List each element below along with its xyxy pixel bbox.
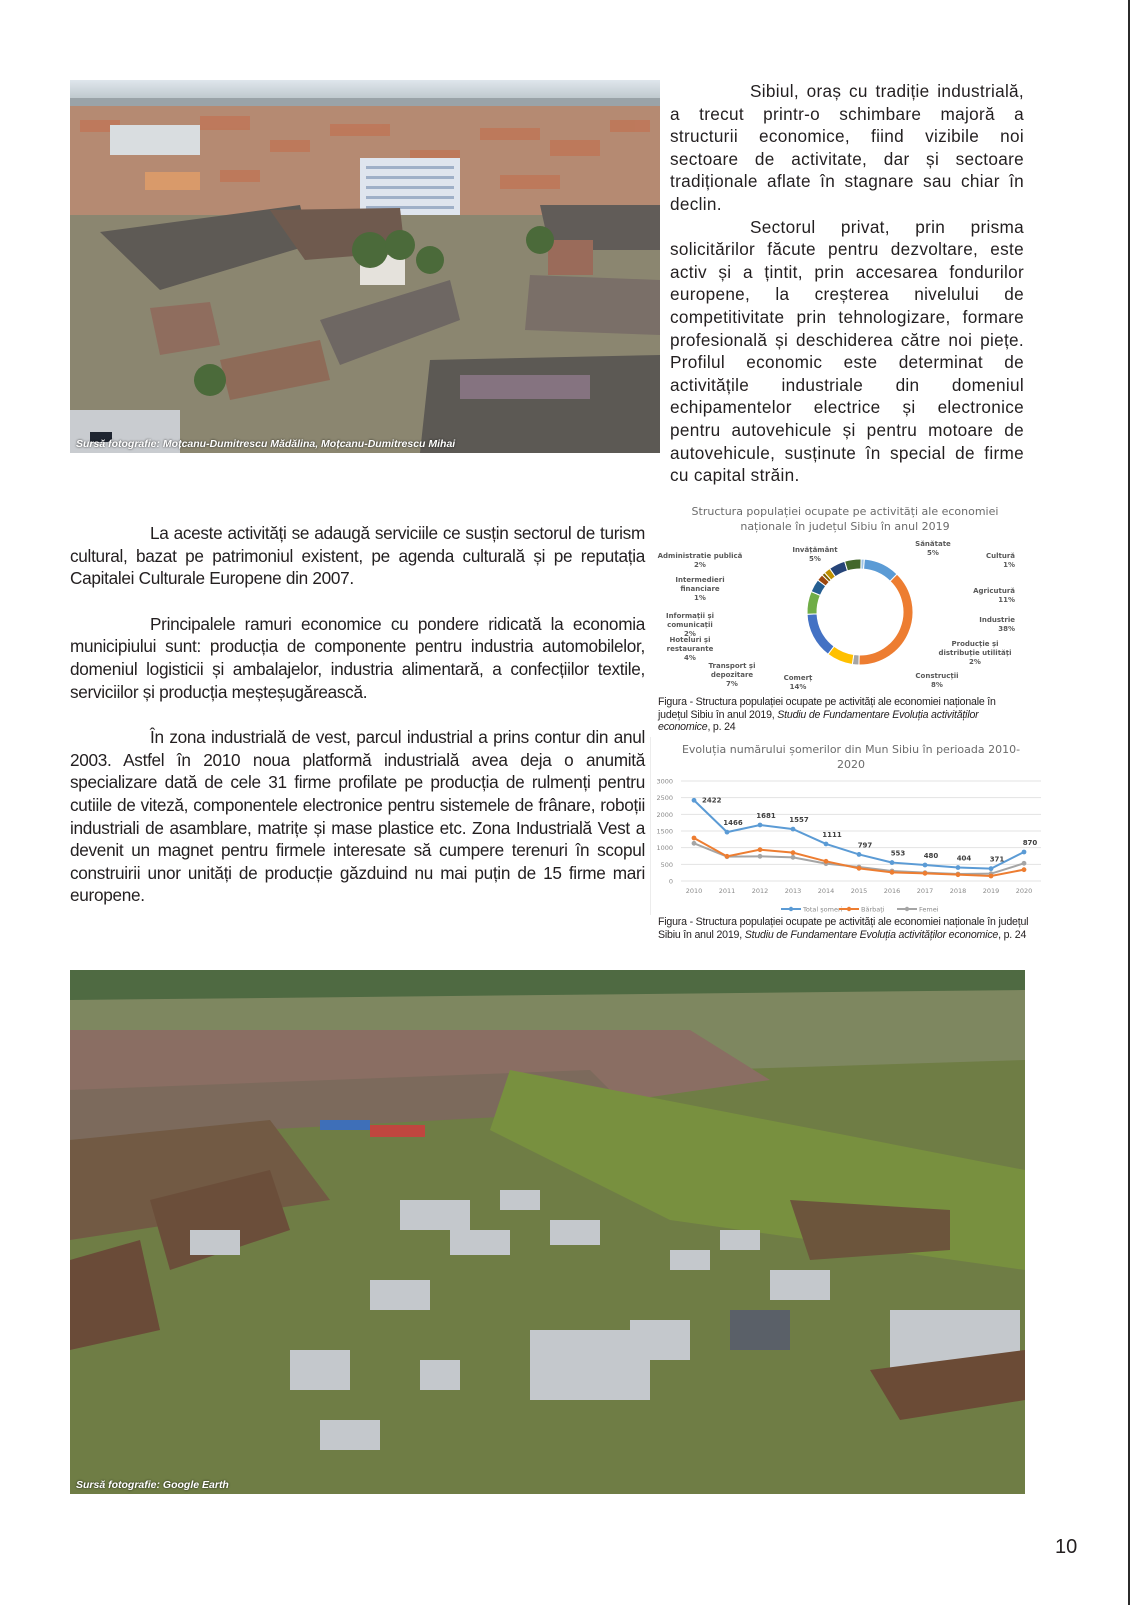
unemployment-line-chart [650,737,1046,915]
data-point-label: 480 [923,852,939,860]
y-tick-label: 1500 [656,827,673,836]
y-tick-label: 1000 [656,844,673,853]
line-chart-legend [781,906,939,915]
donut-label: Industrie [979,616,1015,624]
figure-2-caption: Figura - Structura populației ocupate pe activități ale economiei naționale în județul Sibiu în anul 2019, Studiu de Fundamentare Evoluția activităților economice, p. 24 [658,916,1029,941]
donut-label: 4% [684,654,696,662]
donut-label: Transport și [708,662,756,670]
donut-label: 2% [969,658,981,666]
donut-label: 8% [931,681,943,689]
legend-entry: Total șomeri [803,905,843,914]
donut-labels [658,540,1016,691]
donut-slice [859,574,913,665]
data-point-label: 1681 [756,811,776,820]
donut-slice [864,559,897,581]
donut-label: 1% [1003,561,1015,569]
bottom-aerial-photo [70,970,1025,1494]
data-point-label: 371 [989,855,1005,864]
donut-label: Cultură [985,552,1015,560]
data-point-label: 1111 [822,830,842,839]
line-chart-title-line1: Evoluția numărului șomerilor din Mun Sibiu în perioada 2010- [681,743,1021,756]
data-point-label: 404 [956,854,972,863]
x-tick-label: 2013 [784,887,802,895]
donut-label: 11% [998,596,1015,604]
y-tick-label: 3000 [656,777,673,786]
data-point-label: 1557 [789,816,809,825]
donut-slice [807,614,834,654]
x-tick-label: 2020 [1015,887,1033,895]
intro-text [670,80,1024,487]
donut-slices [807,559,913,665]
bottom-photo-credit: Sursă fotografie: Google Earth [76,1479,229,1491]
y-tick-label: 2500 [656,794,673,803]
data-point-label: 870 [1022,839,1038,847]
donut-label: 1% [694,594,706,602]
donut-label: 2% [694,561,706,569]
donut-chart-svg [655,500,1035,695]
x-tick-label: 2019 [982,887,1000,895]
donut-label: 38% [998,625,1015,633]
donut-label: Sănătate [915,540,951,548]
donut-label: comunicații [667,621,713,629]
y-tick-label: 500 [660,860,673,869]
x-tick-label: 2018 [949,887,967,895]
legend-entry: Femei [919,905,939,914]
data-point-label: 1466 [723,819,743,828]
data-point-label: 553 [890,849,906,858]
main-paragraph-3: În zona industrială de vest, parcul industrial a prins contur din anul 2003. Astfel în 2010 noua platformă industrială avea deja o anumită specializare dată de cele 31 firme profilate pe producția de rulmenți pentru cutiile de viteză, componentele electronice pentru sistemele de frânare, roboții industriali de asamblare, matrițe și mase plastice etc. Zona Industrială Vest a devenit un magnet pentru firmele interesate să cumpere terenuri în scopul construirii unor unități de producție găzduind nu mai puțin de 15 firme mari europene. [70,727,645,906]
donut-label: Agricutură [973,587,1015,595]
donut-label: 14% [789,683,807,691]
page-number: 10 [1055,1536,1078,1558]
y-tick-label: 0 [668,877,673,886]
x-tick-label: 2011 [718,887,736,895]
line-chart-grid [656,778,1041,896]
donut-label: 7% [726,680,738,688]
industrial-park-aerial-image [70,970,1025,1494]
top-aerial-photo [70,80,660,453]
x-tick-label: 2010 [685,887,703,895]
donut-label: Construcții [915,672,959,680]
main-text [70,522,645,907]
y-tick-label: 2000 [656,810,673,819]
x-tick-label: 2016 [883,887,901,895]
aerial-city-image [70,80,660,453]
legend-entry: Bărbați [861,905,885,914]
donut-label: depozitare [710,671,754,679]
line-chart-series [692,796,1038,878]
main-paragraph-2: Principalele ramuri economice cu pondere ridicată la economia municipiului sunt: producția de componente pentru industria automobilelor, domeniul logisticii și ambalajelor, industria alimentară, a confecțiilor textile, serviciilor și producția meșteșugărească. [70,613,645,702]
x-tick-label: 2017 [916,887,934,895]
data-point-label: 797 [857,841,873,850]
line-chart-svg [651,737,1046,915]
intro-paragraph-1: Sibiul, oraș cu tradiție industrială, a trecut printr-o schimbare majoră a structurii economice, fiind vizibile noi sectoare de activitate, dar și sectoare tradiționale aflate în stagnare sau chiar în declin. [670,81,1024,214]
top-photo-credit: Sursă fotografie: Moțcanu-Dumitrescu Mădălina, Moțcanu-Dumitrescu Mihai [76,438,456,450]
donut-label: 5% [927,549,939,557]
donut-label: restaurante [666,645,714,653]
x-tick-label: 2015 [850,887,868,895]
donut-chart-title-line1: Structura populației ocupate pe activități ale economiei [691,505,999,518]
figure-1-caption: Figura - Structura populației ocupate pe activități ale economiei naționale în județul Sibiu în anul 2019, Studiu de Fundamentare Evoluția activităților economice, p. 24 [658,696,996,734]
donut-label: Intermedieri [675,576,725,584]
donut-label: distribuție utilități [938,649,1012,657]
donut-chart-title-line2: naționale în județul Sibiu în anul 2019 [740,520,950,533]
donut-label: financiare [680,585,720,593]
x-tick-label: 2014 [817,887,835,895]
donut-label: Invățământ [792,546,838,554]
line-chart-title-line2: 2020 [837,758,865,771]
donut-label: 2% [684,630,696,638]
main-paragraph-1: La aceste activități se adaugă serviciile ce susțin sectorul de turism cultural, bazat pe patrimoniul existent, pe agenda culturală și pe reputația Capitalei Culturale Europene din 2007. [70,523,645,589]
donut-label: Informații și [665,612,715,620]
employment-structure-donut-chart [655,500,1035,695]
x-tick-label: 2012 [751,887,769,895]
donut-label: Administratie publică [657,552,743,560]
data-point-label: 2422 [702,796,722,805]
intro-paragraph-2: Sectorul privat, prin prisma solicitărilor făcute pentru dezvoltare, este activ și a țintit, prin accesarea fondurilor europene, la creșterea nivelului de competitivitate prin tehnologizare, formare profesională și deschiderea către noi piețe. Profilul economic este determinat de activitățile industriale din domeniul echipamentelor electrice și electronice pentru autovehicule și pentru motoare de autovehicule, susținute în special de firme cu capital străin. [670,216,1024,486]
donut-label: Comerț [783,674,813,682]
donut-label: Producție și [951,640,999,648]
donut-label: Hoteluri și [669,636,711,644]
donut-label: 5% [809,555,821,563]
series-line [694,800,1024,868]
donut-slice [845,559,861,571]
